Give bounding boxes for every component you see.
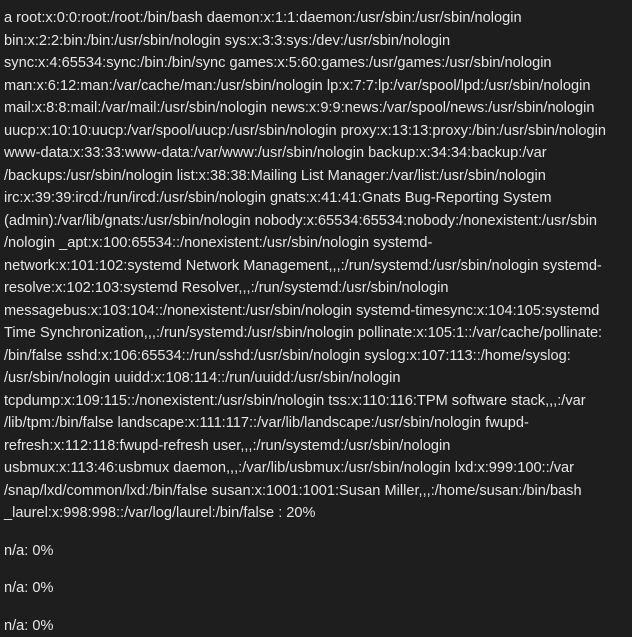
output-row: n/a: 0%	[4, 540, 630, 563]
passwd-output-text: a root:x:0:0:root:/root:/bin/bash daemon:x:1:1:daemon:/usr/sbin:/usr/sbin/nologin bin:x:2:2:bin:/bin:/usr/sbin/nologin sys:x:3:3:sys:/dev:/usr/sbin/nologin sync:x:4:65534:sync:/bin:/bin/sync games:x:5:60:games:/usr/games:/usr/sbin/nologin man:x:6:12:man:/var/cache/man:/usr/sbin/nologin lp:x:7:7:lp:/var/spool/lpd:/usr/sbin/nologin mail:x:8:8:mail:/var/mail:/usr/sbin/nologin news:x:9:9:news:/var/spool/news:/usr/sbin/nologin uucp:x:10:10:uucp:/var/spool/uucp:/usr/sbin/nologin proxy:x:13:13:proxy:/bin:/usr/sbin/nologin www-data:x:33:33:www-data:/var/www:/usr/sbin/nologin backup:x:34:34:backup:/var /backups:/usr/sbin/nologin list:x:38:38:Mailing List Manager:/var/list:/usr/sbin/nologin irc:x:39:39:ircd:/run/ircd:/usr/sbin/nologin gnats:x:41:41:Gnats Bug-Reporting System (admin):/var/lib/gnats:/usr/sbin/nologin nobody:x:65534:65534:nobody:/nonexistent:/usr/sbin /nologin _apt:x:100:65534::/nonexistent:/usr/sbin/nologin systemd- network:x:101:102:systemd Network Management,,,:/run/systemd:/usr/sbin/nologin systemd- resolve:x:102:103:systemd Resolver,,,:/run/systemd:/usr/sbin/nologin messagebus:x:103:104::/nonexistent:/usr/sbin/nologin systemd-timesync:x:104:105:systemd Time Synchronization,,,:/run/systemd:/usr/sbin/nologin pollinate:x:105:1::/var/cache/pollinate: /bin/false sshd:x:106:65534::/run/sshd:/usr/sbin/nologin syslog:x:107:113::/home/syslog: /usr/sbin/nologin uuidd:x:108:114::/run/uuidd:/usr/sbin/nologin tcpdump:x:109:115::/nonexistent:/usr/sbin/nologin tss:x:110:116:TPM software stack,,,:/var /lib/tpm:/bin/false landscape:x:111:117::/var/lib/landscape:/usr/sbin/nologin fwupd- refresh:x:112:118:fwupd-refresh user,,,:/run/systemd:/usr/sbin/nologin usbmux:x:113:46:usbmux daemon,,,:/var/lib/usbmux:/usr/sbin/nologin lxd:x:999:100::/var /snap/lxd/common/lxd:/bin/false susan:x:1001:1001:Susan Miller,,,:/home/susan:/bin/bash _laurel:x:998:998::/var/log/laurel:/bin/false : 20%	[4, 7, 630, 525]
output-row: n/a: 0%	[4, 577, 630, 600]
output-container	[4, 7, 630, 637]
output-row: n/a: 0%	[4, 615, 630, 637]
spacer	[4, 525, 630, 540]
spacer	[4, 600, 630, 615]
spacer	[4, 562, 630, 577]
